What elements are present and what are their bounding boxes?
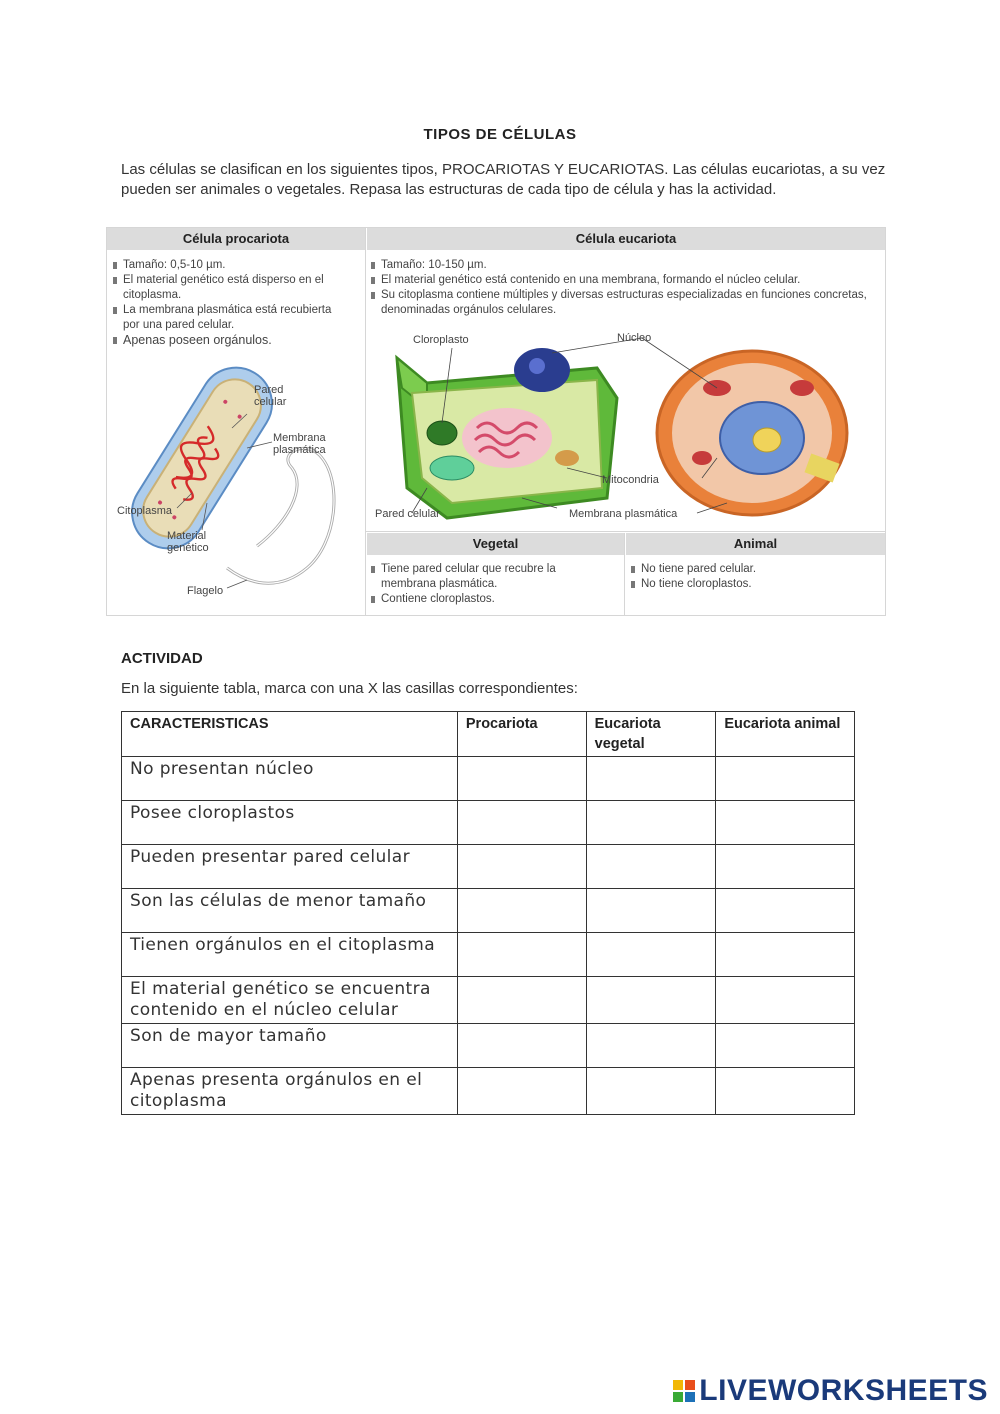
answer-cell-vegetal[interactable] — [586, 757, 716, 801]
procariota-bullets — [113, 258, 333, 348]
answer-cell-animal[interactable] — [716, 1068, 855, 1115]
answer-cell-procariota[interactable] — [457, 1024, 586, 1068]
answer-cell-vegetal[interactable] — [586, 845, 716, 889]
cell-types-figure — [106, 227, 886, 616]
header-caracteristicas: CARACTERISTICAS — [122, 712, 458, 757]
bullet: La membrana plasmática está recubierta por una pared celular. — [113, 303, 333, 333]
answer-cell-animal[interactable] — [716, 1024, 855, 1068]
label-citoplasma: Citoplasma — [117, 505, 173, 517]
row-label: Apenas presenta orgánulos en el citoplasma — [122, 1068, 458, 1115]
answer-cell-procariota[interactable] — [457, 801, 586, 845]
page-title: TIPOS DE CÉLULAS — [423, 126, 577, 143]
table-row — [122, 801, 855, 845]
answer-cell-animal[interactable] — [716, 933, 855, 977]
row-label: Tienen orgánulos en el citoplasma — [122, 933, 458, 977]
vegetal-header: Vegetal — [367, 533, 624, 555]
table-row — [122, 757, 855, 801]
answer-cell-animal[interactable] — [716, 889, 855, 933]
answer-cell-procariota[interactable] — [457, 845, 586, 889]
row-label: Posee cloroplastos — [122, 801, 458, 845]
label-material-genetico: Material genético — [167, 530, 209, 554]
label-cloroplasto: Cloroplasto — [413, 334, 469, 346]
intro-paragraph: Las células se clasifican en los siguientes tipos, PROCARIOTAS Y EUCARIOTAS. Las células eucariotas, a su vez pueden ser animales o vegetales. Repasa las estructuras de cada tipo de célula y has la actividad. — [121, 161, 886, 198]
answer-cell-animal[interactable] — [716, 801, 855, 845]
answer-cell-procariota[interactable] — [457, 977, 586, 1024]
row-label: No presentan núcleo — [122, 757, 458, 801]
table-row — [122, 933, 855, 977]
eucariota-bullets — [371, 258, 881, 318]
eukaryote-illustration — [367, 328, 885, 528]
answer-cell-animal[interactable] — [716, 845, 855, 889]
procariota-header: Célula procariota — [107, 228, 365, 250]
answer-cell-vegetal[interactable] — [586, 977, 716, 1024]
label-pared-celular-eu: Pared celular — [375, 508, 440, 520]
row-label: Son las células de menor tamaño — [122, 889, 458, 933]
table-row — [122, 1024, 855, 1068]
bullet: Tiene pared celular que recubre la membrana plasmática. — [371, 562, 611, 592]
bullet: Apenas poseen orgánulos. — [113, 333, 333, 348]
animal-bullets — [631, 562, 871, 592]
eucariota-header: Célula eucariota — [367, 228, 885, 250]
bullet: No tiene cloroplastos. — [631, 577, 871, 592]
liveworksheets-logo — [673, 1374, 988, 1408]
prokaryote-illustration — [107, 358, 365, 608]
table-row — [122, 977, 855, 1024]
answer-cell-procariota[interactable] — [457, 889, 586, 933]
answer-cell-procariota[interactable] — [457, 1068, 586, 1115]
label-membrana: Membrana plasmática — [273, 432, 326, 456]
header-eucariota-animal: Eucariota animal — [716, 712, 855, 757]
bullet: Su citoplasma contiene múltiples y diversas estructuras especializadas en funciones concretas, denominadas orgánulos celulares. — [371, 288, 881, 318]
bullet: Contiene cloroplastos. — [371, 592, 611, 607]
answer-cell-vegetal[interactable] — [586, 1068, 716, 1115]
brand-logo-square — [673, 1380, 683, 1390]
bullet: Tamaño: 10-150 µm. — [371, 258, 881, 273]
header-procariota: Procariota — [457, 712, 586, 757]
table-row — [122, 1068, 855, 1115]
brand-logo-square — [673, 1392, 683, 1402]
answer-cell-vegetal[interactable] — [586, 1024, 716, 1068]
row-label: Pueden presentar pared celular — [122, 845, 458, 889]
row-label: Son de mayor tamaño — [122, 1024, 458, 1068]
label-nucleo: Núcleo — [617, 332, 652, 344]
label-mitocondria: Mitocondria — [602, 474, 659, 486]
activity-instruction: En la siguiente tabla, marca con una X las casillas correspondientes: — [121, 680, 578, 697]
answer-cell-procariota[interactable] — [457, 933, 586, 977]
bullet: El material genético está disperso en el citoplasma. — [113, 273, 333, 303]
activity-table — [121, 711, 855, 1115]
label-flagelo: Flagelo — [187, 585, 224, 597]
table-row — [122, 889, 855, 933]
table-header-row — [122, 712, 855, 757]
row-label: El material genético se encuentra contenido en el núcleo celular — [122, 977, 458, 1024]
label-pared-celular: Pared celular — [254, 384, 287, 408]
label-membrana-eu: Membrana plasmática — [569, 508, 678, 520]
animal-header: Animal — [626, 533, 885, 555]
bullet: El material genético está contenido en una membrana, formando el núcleo celular. — [371, 273, 881, 288]
answer-cell-vegetal[interactable] — [586, 801, 716, 845]
answer-cell-vegetal[interactable] — [586, 889, 716, 933]
brand-logo-square — [685, 1392, 695, 1402]
brand-logo-square — [685, 1380, 695, 1390]
header-eucariota-vegetal: Eucariota vegetal — [586, 712, 716, 757]
brand-name: LIVEWORKSHEETS — [699, 1374, 988, 1407]
answer-cell-animal[interactable] — [716, 977, 855, 1024]
answer-cell-vegetal[interactable] — [586, 933, 716, 977]
answer-cell-animal[interactable] — [716, 757, 855, 801]
bullet: No tiene pared celular. — [631, 562, 871, 577]
bullet: Tamaño: 0,5-10 µm. — [113, 258, 333, 273]
table-row — [122, 845, 855, 889]
brand-logo-icon — [673, 1380, 695, 1402]
answer-cell-procariota[interactable] — [457, 757, 586, 801]
activity-title: ACTIVIDAD — [121, 650, 203, 667]
vegetal-bullets — [371, 562, 611, 607]
